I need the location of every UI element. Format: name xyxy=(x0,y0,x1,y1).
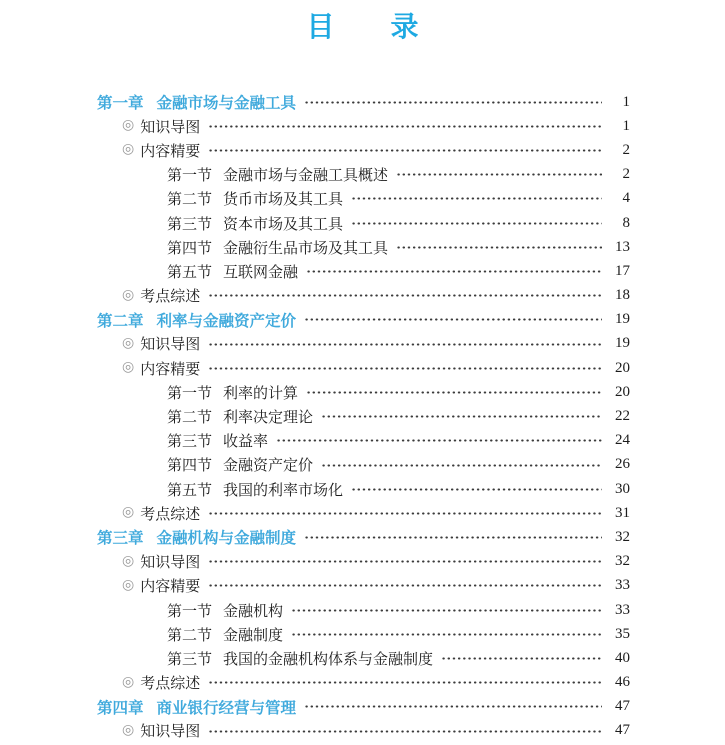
chapter-title: 金融机构与金融制度 xyxy=(156,530,297,548)
section-title: 货币市场及其工具 xyxy=(223,192,344,209)
bullet-item-label: 考点综述 xyxy=(140,676,201,693)
dot-leader xyxy=(351,211,602,235)
dot-leader xyxy=(208,114,602,138)
dot-leader xyxy=(441,646,602,670)
dot-leader xyxy=(321,404,602,428)
toc-section-row xyxy=(97,163,630,187)
dot-leader xyxy=(304,90,602,114)
bullseye-bullet-icon: ◎ xyxy=(122,287,135,303)
dot-leader xyxy=(351,477,602,501)
bullet-item-label: 知识导图 xyxy=(140,555,201,572)
chapter-number: 第三章 xyxy=(97,530,144,548)
dot-leader xyxy=(276,429,602,453)
bullseye-bullet-icon: ◎ xyxy=(122,335,135,351)
dot-leader xyxy=(291,622,602,646)
toc-chapter-row xyxy=(97,90,630,114)
section-number: 第一节 xyxy=(167,603,213,620)
section-number: 第四节 xyxy=(167,240,213,257)
toc-bullet-row xyxy=(97,550,630,574)
toc-bullet-row xyxy=(97,574,630,598)
page-number: 30 xyxy=(615,480,630,497)
section-title: 金融市场与金融工具概述 xyxy=(223,168,389,185)
toc-list xyxy=(97,90,630,743)
bullet-item-label: 知识导图 xyxy=(140,119,201,136)
page-number: 18 xyxy=(615,287,630,304)
toc-section-row xyxy=(97,646,630,670)
section-number: 第二节 xyxy=(167,627,213,644)
bullseye-bullet-icon: ◎ xyxy=(122,577,135,593)
toc-chapter-row xyxy=(97,308,630,332)
chapter-number: 第一章 xyxy=(97,95,144,113)
page-number: 8 xyxy=(622,214,630,231)
section-title: 收益率 xyxy=(223,434,269,451)
toc-section-row xyxy=(97,235,630,259)
section-number: 第三节 xyxy=(167,651,213,668)
dot-leader xyxy=(304,308,602,332)
page-number: 20 xyxy=(615,359,630,376)
page-number: 32 xyxy=(615,553,630,570)
section-title: 金融制度 xyxy=(223,627,284,644)
page-number: 4 xyxy=(622,190,630,207)
bullet-item-label: 知识导图 xyxy=(140,724,201,741)
chapter-title: 利率与金融资产定价 xyxy=(156,312,297,330)
dot-leader xyxy=(208,550,602,574)
section-number: 第一节 xyxy=(167,168,213,185)
section-number: 第二节 xyxy=(167,192,213,209)
bullet-item-label: 考点综述 xyxy=(140,506,201,523)
page-number: 2 xyxy=(622,166,630,183)
page-number: 40 xyxy=(615,649,630,666)
section-title: 金融衍生品市场及其工具 xyxy=(223,240,389,257)
toc-section-row xyxy=(97,429,630,453)
toc-section-row xyxy=(97,380,630,404)
toc-section-row xyxy=(97,187,630,211)
dot-leader xyxy=(208,719,602,743)
chapter-title: 金融市场与金融工具 xyxy=(156,95,297,113)
section-title: 利率决定理论 xyxy=(223,410,314,427)
section-number: 第二节 xyxy=(167,410,213,427)
section-number: 第三节 xyxy=(167,216,213,233)
toc-chapter-row xyxy=(97,695,630,719)
section-number: 第三节 xyxy=(167,434,213,451)
chapter-title: 商业银行经营与管理 xyxy=(156,699,297,717)
bullseye-bullet-icon: ◎ xyxy=(122,360,135,376)
toc-section-row xyxy=(97,404,630,428)
dot-leader xyxy=(306,380,602,404)
section-title: 资本市场及其工具 xyxy=(223,216,344,233)
section-title: 我国的利率市场化 xyxy=(223,482,344,499)
page-number: 20 xyxy=(615,383,630,400)
section-title: 我国的金融机构体系与金融制度 xyxy=(223,651,434,668)
bullseye-bullet-icon: ◎ xyxy=(122,553,135,569)
dot-leader xyxy=(208,356,602,380)
toc-section-row xyxy=(97,453,630,477)
toc-section-row xyxy=(97,259,630,283)
dot-leader xyxy=(396,163,602,187)
page-number: 2 xyxy=(622,141,630,158)
bullseye-bullet-icon: ◎ xyxy=(122,505,135,521)
dot-leader xyxy=(208,284,602,308)
dot-leader xyxy=(208,332,602,356)
toc-section-row xyxy=(97,477,630,501)
toc-chapter-row xyxy=(97,525,630,549)
page-number: 26 xyxy=(615,456,630,473)
page-number: 32 xyxy=(615,528,630,545)
bullet-item-label: 内容精要 xyxy=(140,361,201,378)
page-number: 19 xyxy=(615,311,630,328)
dot-leader xyxy=(304,695,602,719)
bullet-item-label: 内容精要 xyxy=(140,579,201,596)
toc-bullet-row xyxy=(97,719,630,743)
dot-leader xyxy=(208,574,602,598)
section-title: 金融资产定价 xyxy=(223,458,314,475)
section-title: 金融机构 xyxy=(223,603,284,620)
toc-section-row xyxy=(97,622,630,646)
page-number: 47 xyxy=(615,722,630,739)
dot-leader xyxy=(208,138,602,162)
dot-leader xyxy=(208,671,602,695)
toc-bullet-row xyxy=(97,332,630,356)
page-number: 46 xyxy=(615,674,630,691)
dot-leader xyxy=(396,235,602,259)
dot-leader xyxy=(351,187,602,211)
page-number: 17 xyxy=(615,262,630,279)
chapter-number: 第二章 xyxy=(97,312,144,330)
toc-section-row xyxy=(97,211,630,235)
dot-leader xyxy=(291,598,602,622)
bullet-item-label: 知识导图 xyxy=(140,337,201,354)
section-number: 第一节 xyxy=(167,385,213,402)
toc-section-row xyxy=(97,598,630,622)
toc-bullet-row xyxy=(97,671,630,695)
toc-bullet-row xyxy=(97,356,630,380)
section-title: 互联网金融 xyxy=(223,264,299,281)
section-number: 第四节 xyxy=(167,458,213,475)
page-number: 35 xyxy=(615,625,630,642)
page-number: 1 xyxy=(622,117,630,134)
bullseye-bullet-icon: ◎ xyxy=(122,674,135,690)
bullet-item-label: 内容精要 xyxy=(140,143,201,160)
bullseye-bullet-icon: ◎ xyxy=(122,722,135,738)
bullseye-bullet-icon: ◎ xyxy=(122,142,135,158)
page-number: 47 xyxy=(615,698,630,715)
page-number: 22 xyxy=(615,408,630,425)
dot-leader xyxy=(306,259,602,283)
page-number: 31 xyxy=(615,504,630,521)
section-title: 利率的计算 xyxy=(223,385,299,402)
page-title: 目 录 xyxy=(306,11,419,42)
toc-bullet-row xyxy=(97,138,630,162)
page-number: 13 xyxy=(615,238,630,255)
page-number: 24 xyxy=(615,432,630,449)
section-number: 第五节 xyxy=(167,482,213,499)
toc-bullet-row xyxy=(97,501,630,525)
dot-leader xyxy=(304,525,602,549)
dot-leader xyxy=(321,453,602,477)
page-number: 1 xyxy=(622,93,630,110)
toc-bullet-row xyxy=(97,114,630,138)
bullet-item-label: 考点综述 xyxy=(140,289,201,306)
page-number: 19 xyxy=(615,335,630,352)
section-number: 第五节 xyxy=(167,264,213,281)
chapter-number: 第四章 xyxy=(97,699,144,717)
dot-leader xyxy=(208,501,602,525)
page-number: 33 xyxy=(615,577,630,594)
toc-bullet-row xyxy=(97,284,630,308)
page-number: 33 xyxy=(615,601,630,618)
bullseye-bullet-icon: ◎ xyxy=(122,118,135,134)
